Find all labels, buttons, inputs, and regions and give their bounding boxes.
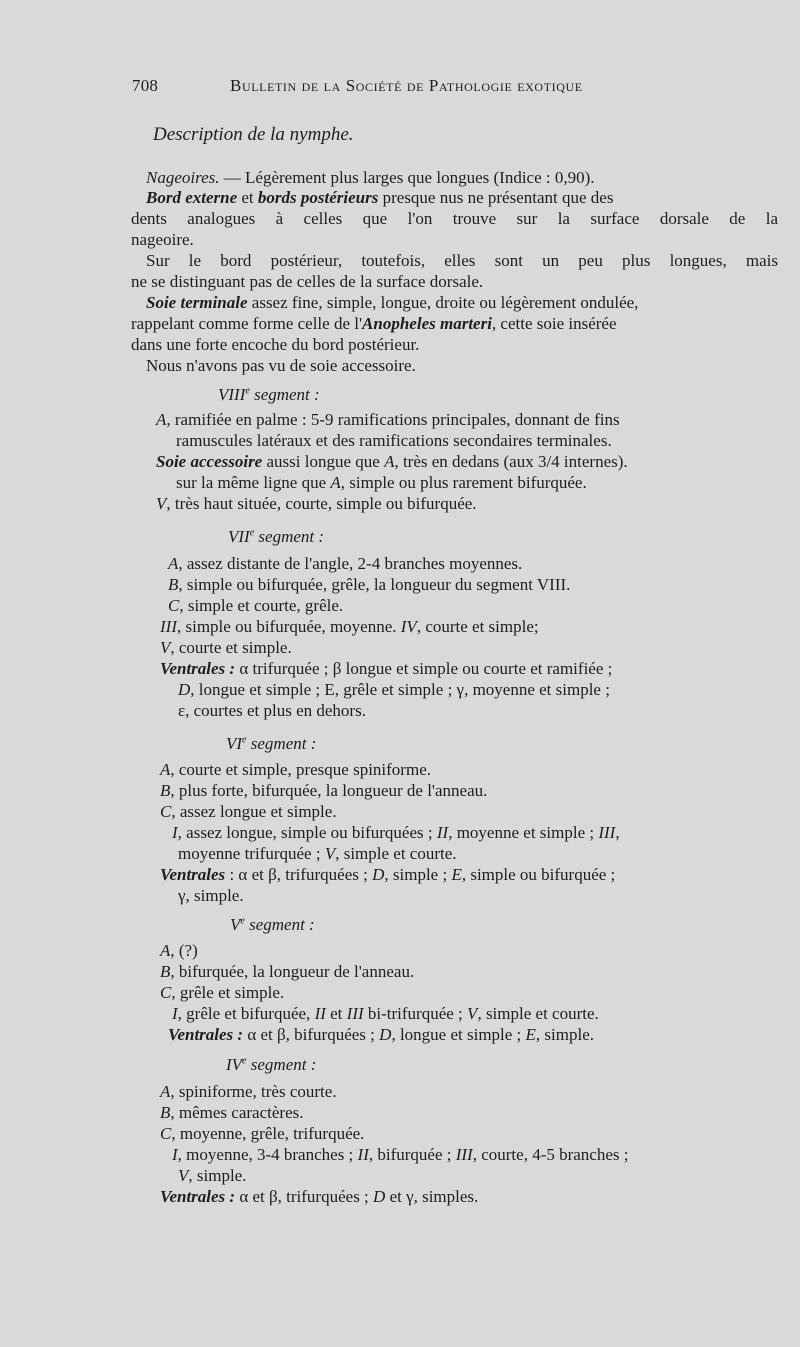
segment-viii-heading: [218, 385, 320, 405]
section-title: Description de la nymphe.: [153, 124, 354, 145]
seg8-line-b2: [176, 473, 587, 493]
text: , simple et courte, grêle.: [179, 596, 344, 615]
page-number: 708: [132, 76, 159, 95]
text: , simple et courte.: [335, 844, 457, 863]
seg5-line1: [160, 941, 198, 961]
roman: VIII: [218, 385, 246, 404]
sup: e: [249, 527, 255, 539]
term-bords-posterieurs: bords postérieurs: [257, 188, 379, 207]
text: et γ, simples.: [385, 1187, 479, 1206]
key: A: [160, 941, 171, 960]
text: , simple ou plus rarement bifurquée.: [340, 473, 587, 492]
key: A: [160, 1082, 171, 1101]
seg4-line1: [160, 1082, 337, 1102]
text: , grêle et bifurquée,: [177, 1004, 315, 1023]
text: segment :: [246, 1055, 317, 1074]
text: — Légèrement plus larges que longues (Indice : 0,90).: [219, 168, 595, 187]
key: E: [451, 865, 462, 884]
text: α et β, trifurquées ;: [235, 1187, 374, 1206]
text: , simple et courte.: [477, 1004, 599, 1023]
text: , longue et simple ;: [391, 1025, 526, 1044]
paragraph-soie-line3: dans une forte encoche du bord postérieur.: [131, 335, 420, 354]
seg5-line3: [160, 983, 284, 1003]
paragraph-nageoires: [146, 168, 595, 188]
paragraph-soie-line1: [146, 293, 638, 313]
key: B: [160, 1103, 171, 1122]
key: D: [373, 1187, 386, 1206]
seg6-line3: [160, 802, 337, 822]
seg4-line5: [178, 1166, 246, 1186]
roman: VI: [226, 734, 243, 753]
text: , assez longue et simple.: [171, 802, 337, 821]
seg5-line4: [172, 1004, 599, 1024]
key: V: [156, 494, 167, 513]
text: segment :: [249, 385, 320, 404]
text: , simple ;: [384, 865, 452, 884]
text: moyenne trifurquée ;: [178, 844, 325, 863]
text: , ramifiée en palme : 5-9 ramifications principales, donnant de fins: [166, 410, 620, 429]
key: D: [372, 865, 385, 884]
text: , grêle et simple.: [171, 983, 285, 1002]
seg4-line4: [172, 1145, 629, 1165]
seg4-line6: [160, 1187, 478, 1207]
roman: IV: [226, 1055, 243, 1074]
journal-title: Bulletin de la Société de Pathologie exotique: [230, 76, 583, 95]
sup: e: [242, 734, 247, 746]
text: , cette soie insérée: [491, 314, 617, 333]
key: III: [598, 823, 616, 842]
seg7-line5: [160, 638, 292, 658]
text: , simple ou bifurquée ;: [461, 865, 616, 884]
seg7-line3: [168, 596, 343, 616]
key: V: [160, 638, 171, 657]
key: A: [384, 452, 395, 471]
key: C: [160, 802, 172, 821]
text: , bifurquée, la longueur de l'anneau.: [170, 962, 415, 981]
key: II: [357, 1145, 369, 1164]
sup: e: [240, 915, 245, 927]
text: assez fine, simple, longue, droite ou légèrement ondulée,: [247, 293, 639, 312]
segment-vi-heading: [226, 734, 316, 754]
text: , moyenne et simple ;: [448, 823, 599, 842]
text: , simple.: [188, 1166, 247, 1185]
paragraph-soie-line2: [131, 314, 617, 334]
term-ventrales: Ventrales :: [160, 659, 236, 678]
seg4-line3: [160, 1124, 364, 1144]
text: , courte et simple, presque spiniforme.: [170, 760, 431, 779]
seg5-line2: [160, 962, 414, 982]
seg6-line1: [160, 760, 431, 780]
text: , plus forte, bifurquée, la longueur de l'anneau.: [170, 781, 488, 800]
text: segment :: [244, 915, 315, 934]
paragraph-accessoire: Nous n'avons pas vu de soie accessoire.: [146, 356, 416, 375]
text: segment :: [246, 734, 317, 753]
text: : α et β, trifurquées ;: [225, 865, 373, 884]
key: B: [168, 575, 179, 594]
key: A: [168, 554, 179, 573]
sup: e: [242, 1055, 247, 1067]
seg7-line8: ε, courtes et plus en dehors.: [178, 701, 366, 720]
key: D: [178, 680, 191, 699]
roman: V: [230, 915, 241, 934]
seg7-line6: [160, 659, 612, 679]
key: II: [314, 1004, 326, 1023]
seg6-line6: [160, 865, 615, 885]
seg6-line4: [172, 823, 620, 843]
text: aussi longue que: [262, 452, 385, 471]
seg7-line4: [160, 617, 539, 637]
paragraph-bord-line1: [146, 188, 778, 208]
text: , courte et simple.: [170, 638, 292, 657]
seg8-line-a2: ramuscules latéraux et des ramifications secondaires terminales.: [176, 431, 612, 450]
key: V: [324, 844, 336, 863]
text: α et β, bifurquées ;: [243, 1025, 380, 1044]
key: A: [160, 760, 171, 779]
text: et: [237, 188, 258, 207]
text: ,: [615, 823, 620, 842]
seg8-line-c: [156, 494, 477, 514]
text: , (?): [170, 941, 198, 960]
term-bord-externe: Bord externe: [146, 188, 238, 207]
text: sur la même ligne que: [176, 473, 331, 492]
text: , assez distante de l'angle, 2-4 branches moyennes.: [178, 554, 523, 573]
seg8-line-b1: [156, 452, 628, 472]
text: segment :: [254, 527, 325, 546]
seg7-line7: [178, 680, 610, 700]
text: et: [325, 1004, 347, 1023]
seg5-line5: [168, 1025, 594, 1045]
text: , courte et simple;: [416, 617, 539, 636]
text: , très en dedans (aux 3/4 internes).: [394, 452, 628, 471]
term-soie-accessoire: Soie accessoire: [156, 452, 263, 471]
paragraph-bord-line3: nageoire.: [131, 230, 194, 249]
seg4-line2: [160, 1103, 303, 1123]
term-ventrales: Ventrales :: [168, 1025, 244, 1044]
key: III: [160, 617, 177, 636]
key: A: [330, 473, 341, 492]
key: B: [160, 781, 171, 800]
text: α trifurquée ; β longue et simple ou courte et ramifiée ;: [235, 659, 613, 678]
sup: e: [245, 385, 250, 397]
key: C: [160, 1124, 172, 1143]
term-soie-terminale: Soie terminale: [146, 293, 248, 312]
paragraph-sur-line1: Sur le bord postérieur, toutefois, elles sont un peu plus longues, mais: [146, 251, 778, 270]
text: , simple ou bifurquée, grêle, la longueur du segment VIII.: [178, 575, 571, 594]
segment-v-heading: [230, 915, 315, 935]
text: rappelant comme forme celle de l': [131, 314, 363, 333]
text: , très haut située, courte, simple ou bifurquée.: [166, 494, 477, 513]
term-anopheles-marteri: Anopheles marteri: [362, 314, 492, 333]
text: bi-trifurquée ;: [363, 1004, 468, 1023]
key: I: [172, 1004, 178, 1023]
seg8-line-a1: [156, 410, 620, 430]
text: , assez longue, simple ou bifurquées ;: [177, 823, 437, 842]
text: , courte, 4-5 branches ;: [472, 1145, 629, 1164]
seg6-line2: [160, 781, 487, 801]
paragraph-bord-line2: dents analogues à celles que l'on trouve sur la surface dorsale de la: [131, 209, 778, 228]
key: II: [436, 823, 449, 842]
term-nageoires: Nageoires.: [146, 168, 220, 187]
term-ventrales: Ventrales :: [160, 1187, 236, 1206]
key: I: [172, 1145, 178, 1164]
key: IV: [400, 617, 417, 636]
text: , moyenne, 3-4 branches ;: [177, 1145, 358, 1164]
key: B: [160, 962, 171, 981]
key: I: [172, 823, 178, 842]
seg6-line5: [178, 844, 457, 864]
roman: VII: [228, 527, 250, 546]
seg7-line1: [168, 554, 522, 574]
text: , longue et simple ; E, grêle et simple ; γ, moyenne et simple ;: [190, 680, 610, 699]
key: C: [160, 983, 172, 1002]
paragraph-sur-line2: ne se distinguant pas de celles de la surface dorsale.: [131, 272, 484, 291]
term-ventrales: Ventrales: [160, 865, 226, 884]
key: A: [156, 410, 167, 429]
seg7-line2: [168, 575, 570, 595]
text: presque nus ne présentant que des: [378, 188, 614, 207]
key: V: [467, 1004, 478, 1023]
key: V: [178, 1166, 189, 1185]
text: , simple ou bifurquée, moyenne.: [176, 617, 401, 636]
key: E: [525, 1025, 536, 1044]
segment-iv-heading: [226, 1055, 316, 1075]
text: , bifurquée ;: [368, 1145, 456, 1164]
text: , mêmes caractères.: [170, 1103, 304, 1122]
text: , spiniforme, très courte.: [170, 1082, 337, 1101]
key: D: [379, 1025, 392, 1044]
key: III: [455, 1145, 473, 1164]
segment-vii-heading: [228, 527, 324, 547]
text: , simple.: [535, 1025, 595, 1044]
text: , moyenne, grêle, trifurquée.: [171, 1124, 365, 1143]
key: III: [346, 1004, 364, 1023]
key: C: [168, 596, 180, 615]
seg6-line7: γ, simple.: [178, 886, 244, 905]
